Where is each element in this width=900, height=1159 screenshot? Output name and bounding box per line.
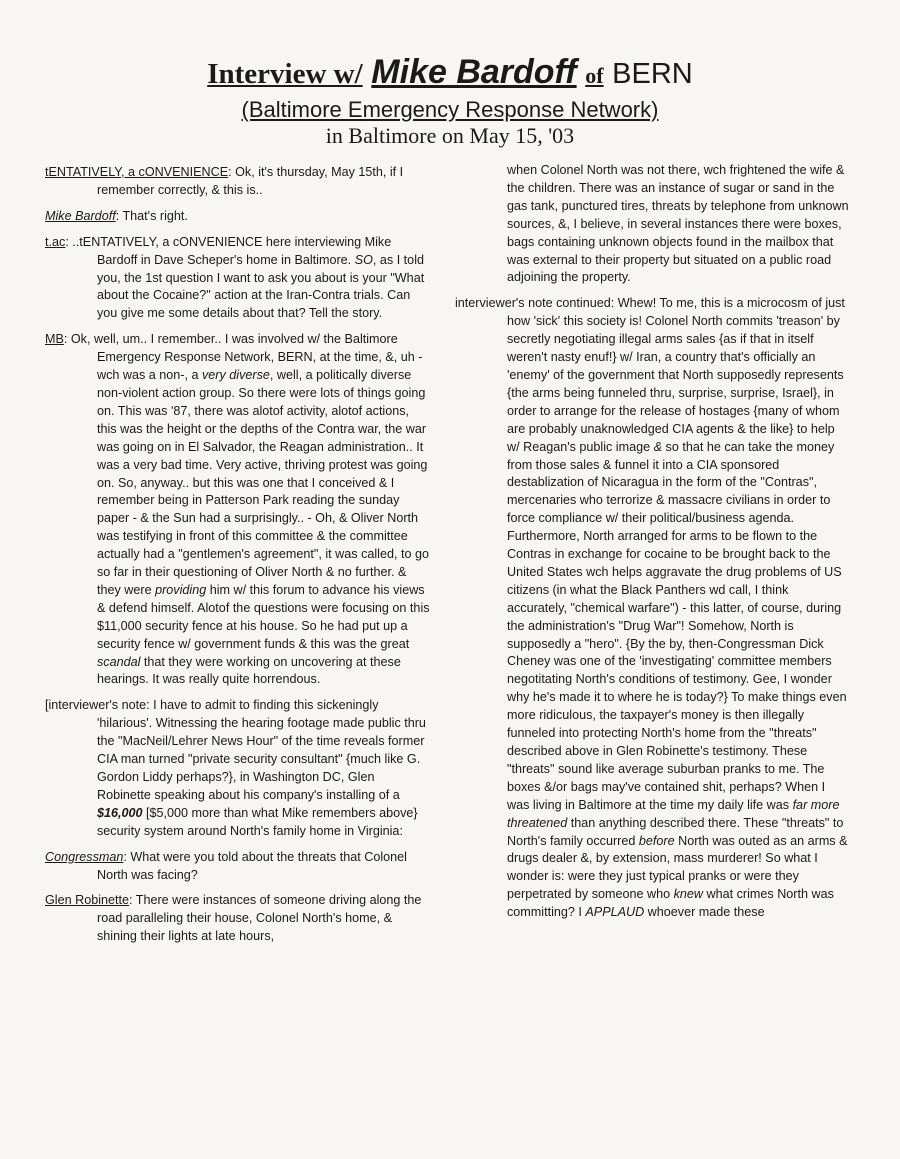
paragraph-text: interviewer's note continued: Whew! To me, this is a microcosm of just how 'sick' this society is! Colonel North commits 'treason' by secretly negotiating illegal arms sales {as if that in itself weren't nasty enuf!} w/ Iran, a country that's officially an 'enemy' of the government that North supposedly represents {the arms being funneled thru, surprise, surprise, Israel}, in order to arrange for the release of hostages {many of whom are probably unaknowledged CIA agents & the like} to help w/ Reagan's public image [455, 296, 845, 454]
speaker-label: Congressman [45, 849, 124, 864]
paragraph-congressman [45, 849, 430, 885]
emphasis-text: very diverse [202, 368, 270, 383]
title-prefix: Interview w/ [207, 58, 363, 90]
emphasis-text: APPLAUD [585, 905, 645, 920]
paragraph-text: , as I told you, the 1st question I want to ask you about is your "What about the Cocaine?" action at the Iran-Contra trials. Can you give me some details about that? Tell the story. [97, 252, 425, 321]
right-column [455, 162, 850, 930]
paragraph-text: when Colonel North was not there, wch frightened the wife & the children. There was an instance of sugar or sand in the gas tank, punctured tires, threats by telephone from unknown sources, &, I believe, in several instances there were boxes, bags containing unknown objects found in the mailbox that was external to their property but situated on a public road adjoining the property. [507, 163, 849, 285]
paragraph-text: : What were you told about the threats that Colonel North was facing? [97, 849, 407, 882]
emphasis-text: scandal [97, 654, 141, 669]
paragraph-text: : There were instances of someone driving along the road paralleling their house, Colonel North's home, & shining their lights at late hours, [97, 893, 422, 944]
paragraph-text: North was outed as an arms & drugs dealer &, by extension, mass murderer! So what I wonder is: were they just typical pranks or were they perpetrated by someone who [507, 833, 848, 902]
interviewer-note [45, 697, 430, 840]
emphasis-text: before [638, 833, 675, 848]
paragraph-text: what crimes North was committing? I [507, 887, 834, 920]
paragraph-tac-1 [45, 164, 430, 200]
paragraph-text: [$5,000 more than what Mike remembers above} security system around North's family home in Virginia: [97, 805, 418, 838]
paragraph-text: , well, a politically diverse non-violent action group. So there were lots of things going on. This was '87, there was alotof activity, alotof actions, this was the height or the depths of the Contra war, the war was going on in El Salvador, the Reagan administration.. It was a very bad time. Very active, thriving protest was going on. So, anyway.. but this was one that I conceived & I remember being in Patterson Park reading the sunday paper - & the Sun had a surprisingly.. - Oh, & Oliver North was testifying in front of this committee & the committee actually had a "gentlemen's agreement", it was called, to go so far in their questioning of Oliver North & no further. & they were [97, 368, 429, 597]
paragraph-mb-1 [45, 208, 430, 226]
emphasis-text: SO [354, 252, 373, 267]
paragraph-text: that they were working on uncovering at these hearings. It was really quite horrendous. [97, 654, 401, 687]
paragraph-text: : That's right. [115, 208, 188, 223]
paragraph-text: than anything described there. These "threats" to North's family occurred [507, 815, 844, 848]
subtitle: (Baltimore Emergency Response Network) [241, 97, 659, 122]
speaker-label: MB [45, 332, 64, 347]
title-org: BERN [612, 58, 693, 90]
interviewer-note-cont [455, 295, 850, 922]
emphasis-text: providing [155, 582, 207, 597]
emphasis-text: $16,000 [97, 805, 143, 820]
emphasis-text: knew [673, 887, 704, 902]
paragraph-text: : Ok, it's thursday, May 15th, if I remember correctly, & this is.. [97, 165, 404, 197]
speaker-label: Mike Bardoff [45, 208, 116, 223]
title-name: Mike Bardoff [371, 53, 577, 91]
paragraph-mb-2 [45, 331, 430, 689]
speaker-label: t.ac [45, 234, 66, 249]
paragraph-text: : ..tENTATIVELY, a cONVENIENCE here interviewing Mike Bardoff in Dave Scheper's home in Baltimore. [65, 234, 392, 267]
paragraph-text: [interviewer's note: I have to admit to finding this sickeningly 'hilarious'. Witnessing the hearing footage made public thru the "MacNeil/Lehrer News Hour" of the time reveals former CIA man turned "private security consultant" {much like G. Gordon Liddy perhaps?}, in Washington DC, Glen Robinette speaking about his company's installing of a [45, 698, 426, 802]
paragraph-tac-2 [45, 234, 430, 324]
title-of: of [585, 63, 604, 88]
paragraph-text: him w/ this forum to advance his views & defend himself. Alotof the questions were focusing on this $11,000 security fence at his house. So he had put up a security fence w/ government funds & this was the great [97, 582, 430, 651]
header [0, 52, 900, 148]
location-line: in Baltimore on May 15, '03 [325, 123, 575, 148]
paragraph-text: : Ok, well, um.. I remember.. I was involved w/ the Baltimore Emergency Response Network, BERN, at the time, &, uh - wch was a non-, a [63, 332, 423, 383]
left-column [45, 164, 430, 954]
paragraph-robinette-cont [455, 162, 850, 287]
emphasis-text: far more threatened [507, 797, 840, 830]
speaker-label: tENTATIVELY, a cONVENIENCE [45, 165, 229, 179]
emphasis-text: & [653, 439, 663, 454]
paragraph-text: whoever made these [644, 905, 765, 920]
paragraph-text: so that he can take the money from those sales & funnel it into a CIA sponsored destablization of Nicaragua in the form of the "Contras", mercenaries who terrorize & massacre civilians in order to force compliance w/ their political/business agenda. Furthermore, North arranged for arms to be flown to the Contras in exchange for cocaine to be brought back to the United States wch helps aggravate the drug problems of US citizens (in what the Black Panthers wd call, I think accurately, "chemical warfare") - this latter, of course, during the administration's "Drug War"! Somehow, North is supposedly a "hero". {By the by, then-Congressman Dick Cheney was one of the 'investigating' committee members negotitating North's conditions of testimony. Gee, I wonder why he's made it to where he is today?} To make things even more ridiculous, the taxpayer's money is then illegally funneled into protecting North's home from the "threats" described above in Glen Robinette's testimony. These "threats" sound like average suburban pranks to me. The boxes &/or bags may've contained shit, perhaps? When I was living in Baltimore at the time my daily life was [507, 439, 847, 812]
page-title [0, 52, 900, 96]
speaker-label: Glen Robinette [45, 893, 130, 908]
paragraph-robinette [45, 892, 430, 946]
